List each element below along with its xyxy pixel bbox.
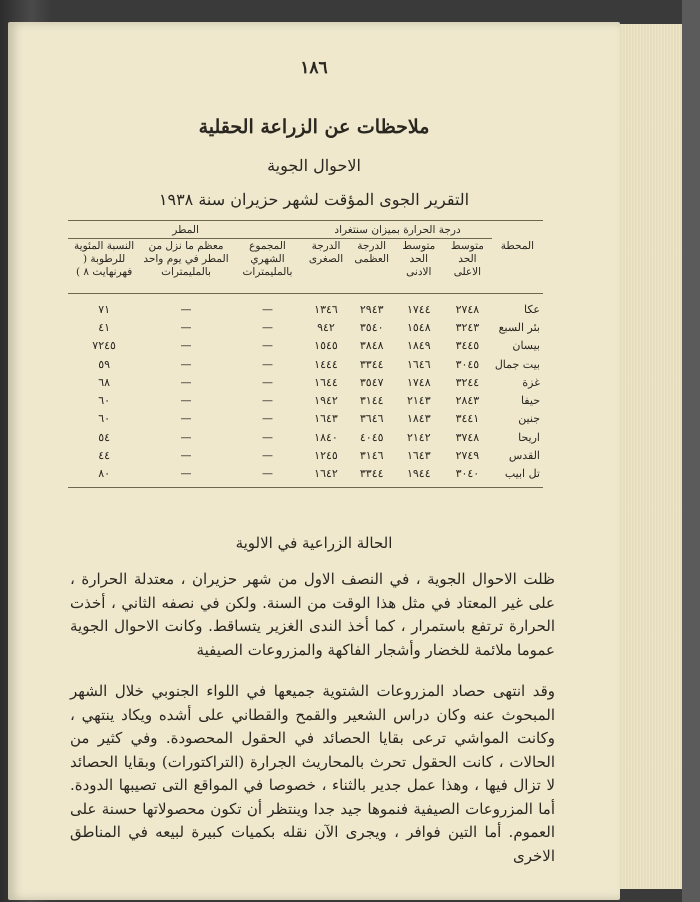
table-cell: —	[232, 465, 303, 488]
table-cell: —	[180, 430, 192, 444]
table-row	[68, 391, 543, 409]
station-name-cell: بيسان	[512, 339, 540, 353]
report-title: التقرير الجوى المؤقت لشهر حزيران سنة ١٩٣٨	[158, 190, 470, 209]
station-name-cell: عكا	[524, 302, 540, 316]
table-cell: ٣٣٤٤	[359, 357, 384, 371]
paragraph-harvest: وقد انتهى حصاد المزروعات الشتوية جميعها في اللواء الجنوبي خلال الشهر المبحوث عنه وكان دراس الشعير والقمح والقطاني على أشده ويكاد ينتهي ، وكانت المواشي ترعى بقايا الحصائد في الحقول المحصودة. وفي كثير من الحالات ، كانت الحقول تحرث بالمحاريث الجرارة (التراكتورات) وبقايا الحصائد لا تزال فيها ، وهذا عمل جدير بالثناء ، خصوصا في المواقع التى تصيبها الدودة. أما المزروعات الصيفية فنموها جيد جدا وينتظر أن تكون محصولاتها حسنة على العموم. أما التين فوافر ، ويجرى الآن نقله بكميات كبيرة لبيعه في المناطق الاخرى	[70, 682, 555, 865]
table-cell: ١٩٤٢	[314, 394, 338, 408]
table-cell: ١٨٤٣	[406, 412, 431, 426]
station-name-cell: حيفا	[520, 394, 540, 408]
book-cover	[682, 0, 700, 902]
station-name-cell: القدس	[508, 449, 540, 463]
table-cell: ٣٣٤٤	[349, 465, 395, 488]
table-cell: ٤٤	[98, 449, 111, 463]
table-cell: ٢٨٤٣	[455, 394, 480, 408]
table-cell: ٥٤	[98, 430, 111, 444]
table-cell: ٩٤٢	[317, 320, 335, 334]
table-cell: ١٨٤٩	[406, 339, 431, 353]
table-cell: —	[261, 320, 273, 334]
table-cell: —	[180, 375, 192, 389]
section-subtitle: الاحوال الجوية	[267, 156, 361, 175]
table-cell: ٤١	[98, 320, 111, 334]
table-cell: ٨٠	[68, 465, 140, 488]
table-cell: —	[261, 449, 273, 463]
table-cell: —	[180, 412, 192, 426]
table-cell: ١٨٤٠	[314, 430, 338, 444]
table-group-rain: المطر	[68, 221, 303, 239]
table-cell: ١٢٤٥	[314, 449, 338, 463]
table-cell: ٣٠٤٥	[455, 357, 480, 371]
table-row	[68, 355, 543, 373]
col-header-absolute-min: الدرجة الصغرى	[303, 239, 349, 294]
table-cell: —	[261, 357, 273, 371]
table-group-temperature: درجة الحرارة بميزان سنتغراد	[303, 221, 492, 239]
table-cell: ٦٠	[98, 412, 111, 426]
table-cell: ٢٧٤٨	[455, 302, 480, 316]
table-row	[68, 373, 543, 391]
station-name-cell: غزة	[522, 375, 540, 389]
table-row	[68, 465, 543, 488]
table-body	[68, 294, 543, 488]
table-cell: ٦٠	[98, 394, 111, 408]
table-cell: ١٣٤٦	[314, 302, 338, 316]
table-cell: ٧١	[98, 302, 111, 316]
table-cell: ٣٤٤٥	[455, 339, 480, 353]
col-header-monthly-total: المجموع الشهري بالمليمترات	[232, 239, 303, 294]
table-row	[68, 294, 543, 319]
col-header-humidity: النسبة المئوية للرطوبة ( فهرنهايت ٨ )	[68, 239, 140, 294]
table-cell: ١٦٤٢	[303, 465, 349, 488]
station-name-cell: بيت جمال	[494, 357, 540, 371]
table-cell: —	[180, 357, 192, 371]
table-cell: —	[261, 375, 273, 389]
table-cell: ١٦٤٣	[314, 412, 338, 426]
table-cell: ٣٥٤٠	[359, 320, 384, 334]
table-cell: —	[261, 339, 273, 353]
table-header-spacer	[492, 221, 543, 239]
table-cell: ٢١٤٣	[406, 394, 431, 408]
table-cell: ٣١٤٦	[359, 449, 384, 463]
col-header-mean-min: متوسط الحد الادنى	[395, 239, 443, 294]
table-cell: ٦٨	[98, 375, 111, 389]
table-row	[68, 428, 543, 446]
table-row	[68, 446, 543, 464]
table-cell: —	[140, 465, 232, 488]
paragraph-weather: ظلت الاحوال الجوية ، في النصف الاول من شهر حزيران ، معتدلة الحرارة ، على غير المعتاد في مثل هذا الوقت من السنة. ولكن في نصفه الثاني ، أخذت الحرارة ترتفع باستمرار ، كما أخذ الندى الغزير يتساقط. وكانت الاحوال الجوية عموما ملائمة للخضار وأشجار الفاكهة والمزروعات الصيفية	[70, 570, 555, 659]
table-cell: ٣٠٤٠	[443, 465, 492, 488]
table-cell: —	[261, 430, 273, 444]
table-cell: ١٥٤٥	[314, 339, 338, 353]
table-cell: ٣٨٤٨	[359, 339, 384, 353]
table-cell: ١٤٤٤	[314, 357, 338, 371]
table-cell: ٣٢٤٣	[455, 320, 480, 334]
table-cell: —	[180, 394, 192, 408]
page-number: ١٨٦	[300, 58, 328, 78]
table-cell: ٧٢٤٥	[92, 339, 116, 353]
table-cell: ٢٩٤٣	[359, 302, 384, 316]
table-cell: —	[180, 339, 192, 353]
table-cell: ١٧٤٨	[406, 375, 431, 389]
station-name-cell: بئر السبع	[498, 320, 540, 334]
station-name-cell: جنين	[518, 412, 540, 426]
station-name-cell: تل ابيب	[492, 465, 543, 488]
table-cell: —	[261, 412, 273, 426]
col-header-station: المحطة	[492, 239, 543, 294]
table-cell: ٣٧٤٨	[455, 430, 480, 444]
table-cell: ٢١٤٢	[406, 430, 431, 444]
table-cell: ١٦٤٦	[406, 357, 431, 371]
section-title: الحالة الزراعية في الالوية	[235, 534, 393, 552]
table-cell: —	[180, 449, 192, 463]
col-header-max-daily-rain: معظم ما نزل من المطر في يوم واحد بالمليمترات	[140, 239, 232, 294]
table-cell: —	[180, 320, 192, 334]
page-edges	[612, 24, 684, 889]
table-cell: ٤٠٤٥	[359, 430, 384, 444]
table-cell: ١٥٤٨	[406, 320, 431, 334]
table-row	[68, 410, 543, 428]
table-cell: ١٩٤٤	[395, 465, 443, 488]
table-cell: ١٧٤٤	[406, 302, 431, 316]
table-header-row	[68, 239, 543, 294]
table-cell: ٣٢٤٤	[455, 375, 480, 389]
table-cell: ٥٩	[98, 357, 111, 371]
table-row	[68, 337, 543, 355]
table-group-header-row	[68, 221, 543, 239]
table-cell: ٣٥٤٧	[359, 375, 384, 389]
station-name-cell: اريحا	[518, 430, 540, 444]
col-header-absolute-max: الدرجة العظمى	[349, 239, 395, 294]
table-cell: —	[180, 302, 192, 316]
weather-table	[68, 220, 543, 488]
page-title: ملاحظات عن الزراعة الحقلية	[198, 116, 430, 138]
table-cell: ٣٦٤٦	[359, 412, 384, 426]
col-header-mean-max: متوسط الحد الاعلى	[443, 239, 492, 294]
table-cell: —	[261, 302, 273, 316]
table-cell: ٣٤٤١	[455, 412, 480, 426]
table-cell: ١٦٤٤	[314, 375, 338, 389]
book-page	[8, 22, 620, 900]
table-cell: —	[261, 394, 273, 408]
table-cell: ٣١٤٤	[359, 394, 384, 408]
table-cell: ١٦٤٣	[406, 449, 431, 463]
table-row	[68, 318, 543, 336]
table-cell: ٢٧٤٩	[455, 449, 480, 463]
